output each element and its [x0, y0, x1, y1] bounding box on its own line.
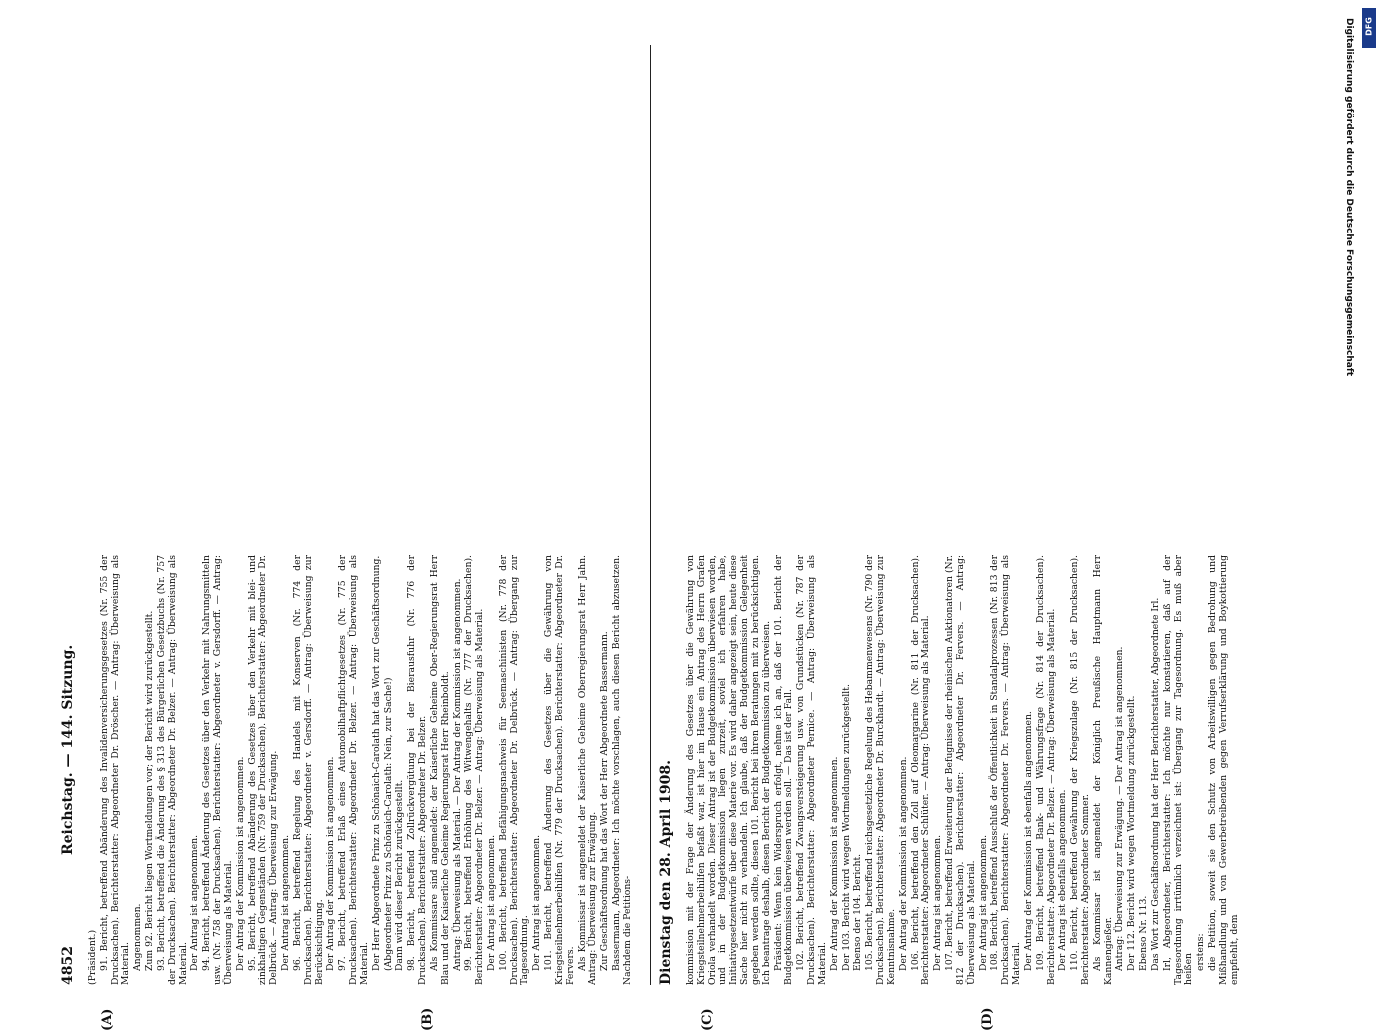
paragraph: Antrag: Überweisung als Material. — Der Antrag der Kommission ist angenommen. [451, 578, 463, 971]
dfg-logo-text: DFG [1364, 17, 1374, 36]
paragraph: 107. Bericht, betreffend Erweiterung der Befugnisse der rheinischen Auktionatoren (Nr. 812 der Drucksachen). Berichterstatter: Abgeordneter Dr. Fervers. — Antrag: Überweisung als Material. [944, 555, 977, 985]
paragraph: Als Kommissar ist angemeldet der Kaiserliche Geheime Oberregierungsrat Herr Jahn. Antrag: Überweisung zur Erwägung. [576, 555, 599, 985]
paragraph: Antrag: Überweisung zur Erwägung. — Der Antrag ist angenommen. [1114, 646, 1126, 971]
paragraph: Der Antrag ist angenommen. [932, 834, 944, 971]
column-divider [650, 45, 651, 985]
paragraph: (Abgeordneter Prinz zu Schönaich-Carolath: Nein, zur Sache!) [382, 677, 394, 971]
paragraph: erstens: [1195, 933, 1207, 971]
right-column [686, 555, 1242, 985]
paragraph: 110. Bericht, betreffend Gewährung der Kriegszulage (Nr. 815 der Drucksachen). Berichterstatter: Abgeordneter Sommer. [1069, 555, 1091, 985]
paragraph: Der Antrag ist ebenfalls angenommen. [1057, 789, 1069, 971]
paragraph: 95. Bericht, betreffend Abänderung des Gesetzes über den Verkehr mit blei- und zinkhaltigen Gegenständen (Nr. 759 der Drucksachen). Berichterstatter: Abgeordneter Dr. Delbrück. — Antrag: Überweisung zur Erwägung. [246, 555, 280, 985]
paragraph: 91. Bericht, betreffend Abänderung des Invalidenversicherungsgesetzes (Nr. 755 der Drucksachen). Berichterstatter: Abgeordneter Dr. Dröscher. — Antrag: Überweisung als Material. [98, 555, 132, 985]
page-number: 4852 [60, 946, 76, 985]
paragraph: Der Antrag der Kommission ist angenommen. [828, 756, 840, 971]
paragraph: 106. Bericht, betreffend den Zoll auf Oleomargarine (Nr. 811 der Drucksachen). Berichterstatter: Abgeordneter Schlüter. — Antrag: Überweisung als Material. [909, 555, 932, 985]
paragraph: die Petition, soweit sie den Schutz von Arbeitswilligen gegen Bedrohung und Mißhandlung und von Gewerbetreibenden gegen Verrufserklärung und Boykottierung empfiehlt, dem [1207, 555, 1240, 985]
paragraph: Der Antrag der Kommission ist angenommen. [234, 756, 246, 971]
paragraph: 98. Bericht, betreffend Zollrückvergütung bei der Bierausfuhr (Nr. 776 der Drucksachen). Berichterstatter: Abgeordneter Dr. Belzer. [406, 555, 429, 985]
paragraph: 108. Bericht, betreffend Ausschluß der Öffentlichkeit in Standalprozessen (Nr. 813 der Drucksachen). Berichterstatter: Abgeordneter Dr. Fervers. — Antrag: Überweisung als Material. [989, 555, 1023, 985]
paragraph: 93. Bericht, betreffend die Änderung des § 313 des Bürgerlichen Gesetzbuchs (Nr. 757 der Drucksachen). Berichterstatter: Abgeordneter Dr. Belzer. — Antrag: Überweisung als Material. [155, 555, 189, 985]
paragraph: Der Antrag ist angenommen. [189, 834, 201, 971]
paragraph: 99. Bericht, betreffend Erhöhung des Witwengehalts (Nr. 777 der Drucksachen). Berichterstatter: Abgeordneter Dr. Belzer. — Antrag: Überweisung als Material. [463, 555, 486, 985]
paragraph: 101. Bericht, betreffend Änderung des Gesetzes über die Gewährung von Kriegsteilnehmerbeihilfen (Nr. 779 der Drucksachen). Berichterstatter: Abgeordneter Dr. Fervers. [543, 555, 576, 985]
paragraph: Dann wird dieser Bericht zurückgestellt. [394, 779, 406, 971]
left-running-title: Reichstag. — 144. Sitzung. [60, 644, 76, 855]
dfg-logo [1362, 8, 1376, 48]
paragraph: Der 112. Bericht wird wegen Wortmeldung zurückgestellt. [1126, 695, 1138, 971]
left-column [88, 555, 635, 985]
paragraph: 109. Bericht, betreffend Bank- und Währungsfrage (Nr. 814 der Drucksachen). Berichterstatter: Abgeordneter Dr. Belzer. — Antrag: Überweisung als Material. [1034, 555, 1057, 985]
paragraph: 96. Bericht, betreffend Regelung des Handels mit Konserven (Nr. 774 der Drucksachen). Berichterstatter: Abgeordneter v. Gersdorff. — Antrag: Überweisung zur Berücksichtigung. [291, 555, 325, 985]
paragraph: Der Antrag der Kommission ist angenommen. [897, 756, 909, 971]
paragraph: 94. Bericht, betreffend Änderung des Gesetzes über den Verkehr mit Nahrungsmitteln usw. (Nr. 758 der Drucksachen). Berichterstatter: Abgeordneter v. Gersdorff. — Antrag: Überweisung als Material. [201, 555, 234, 985]
page-header [60, 25, 82, 985]
digitization-note [1340, 18, 1360, 698]
margin-marker-a: (A) [100, 1008, 115, 1031]
paragraph: Der Herr Abgeordnete Prinz zu Schönaich-Carolath hat das Wort zur Geschäftsordnung. [370, 555, 382, 971]
paragraph: Der Antrag ist angenommen. [280, 834, 292, 971]
paragraph: Der Antrag der Kommission ist ebenfalls angenommen. [1022, 711, 1034, 971]
paragraph: Das Wort zur Geschäftsordnung hat der Herr Berichterstatter, Abgeordnete Irl. [1149, 597, 1161, 971]
paragraph: Irl, Abgeordneter, Berichterstatter: Ich möchte nur konstatieren, daß auf der Tagesordnung irrtümlich verzeichnet ist: Übergang zur Tagesordnung. Es muß aber heißen [1161, 555, 1195, 985]
paragraph: Ebenso der 104. Bericht. [852, 853, 864, 971]
paragraph: Präsident: Wenn kein Widerspruch erfolgt, nehme ich an, daß der 101. Bericht der Budgetkommission überwiesen werden soll. — Das ist der Fall. [772, 555, 795, 985]
paragraph: Der Antrag ist angenommen. [485, 834, 497, 971]
margin-marker-d: (D) [980, 1007, 995, 1031]
paragraph: Der 103. Bericht wird wegen Wortmeldungen zurückgestellt. [840, 684, 852, 971]
margin-marker-b: (B) [420, 1007, 435, 1031]
paragraph: Zur Geschäftsordnung hat das Wort der Herr Abgeordnete Bassermann. [599, 631, 611, 971]
paragraph: Der Antrag ist angenommen. [977, 834, 989, 971]
paragraph: kommission mit der Frage der Änderung des Gesetzes über die Gewährung von Kriegsteilnehmerbeihilfen befaßt war, ist hier im Hause ein Antrag des Herrn Grafen Oriola verhandelt worden. Dieser Antrag ist der Budgetkommission überwiesen worden, und in der Budgetkommission liegen zurzeit, soviel ich erfahren habe, Initiativgesetzentwürfe über diese Materie vor. Es wird daher angezeigt sein, heute diese Sache hier nicht zu verhandeln. Ich glaube, daß der Budgetkommission Gelegenheit gegeben werden sollte, diesen 101. Bericht bei ihren Beratungen mit zu berücksichtigen. Ich beantrage deshalb, diesen Bericht der Budgetkommission zu überweisen. [685, 555, 772, 985]
paragraph: Angenommen. [132, 903, 144, 971]
right-page-header [658, 25, 680, 985]
rotated-text-block [60, 25, 1290, 1031]
paragraph: Der Antrag ist angenommen. [531, 834, 543, 971]
digitization-note-text: Digitalisierung gefördert durch die Deutsche Forschungsgemeinschaft [1344, 18, 1354, 377]
margin-marker-c: (C) [700, 1008, 715, 1031]
paragraph: Zum 92. Bericht liegen Wortmeldungen vor; der Bericht wird zurückgestellt. [144, 610, 156, 971]
paragraph: Als Kommissare sind angemeldet: der Kaiserliche Geheime Ober-Regierungsrat Herr Blau und der Kaiserliche Geheime Regierungsrat Herr Rheinboldt. [428, 555, 451, 985]
paragraph: (Präsident.) [87, 929, 98, 985]
paragraph: 100. Bericht, betreffend Befähigungsnachweis für Seemaschinisten (Nr. 778 der Drucksachen). Berichterstatter: Abgeordneter Dr. Delbrück. — Antrag: Übergang zur Tagesordnung. [497, 555, 531, 985]
paragraph: Ebenso Nr. 113. [1138, 895, 1150, 971]
paragraph: 97. Bericht, betreffend Erlaß eines Automobilhaftpflichtgesetzes (Nr. 775 der Drucksachen). Berichterstatter: Abgeordneter Dr. Belzer. — Antrag: Überweisung als Material. [337, 555, 370, 985]
paragraph: Als Kommissar ist angemeldet der Königlich Preußische Hauptmann Herr Kannengießer. [1091, 555, 1114, 985]
paragraph: 102. Bericht, betreffend Zwangsversteigerung usw. von Grundstücken (Nr. 787 der Drucksachen). Berichterstatter: Abgeordneter Pernice. — Antrag: Überweisung als Material. [795, 555, 828, 985]
right-running-title: Dienstag den 28. April 1908. [658, 760, 674, 985]
paragraph: Der Antrag der Kommission ist angenommen. [325, 756, 337, 971]
paragraph: Bassermann, Abgeordneter: Ich möchte vorschlagen, auch diesen Bericht abzusetzen. Nachdem die Petitions- [611, 555, 633, 985]
paragraph: 105. Bericht, betreffend reichsgesetzliche Regelung des Hebammenwesens (Nr. 790 der Drucksachen). Berichterstatter: Abgeordneter Dr. Burckhardt. — Antrag: Überweisung zur Kenntnisnahme. [864, 555, 897, 985]
